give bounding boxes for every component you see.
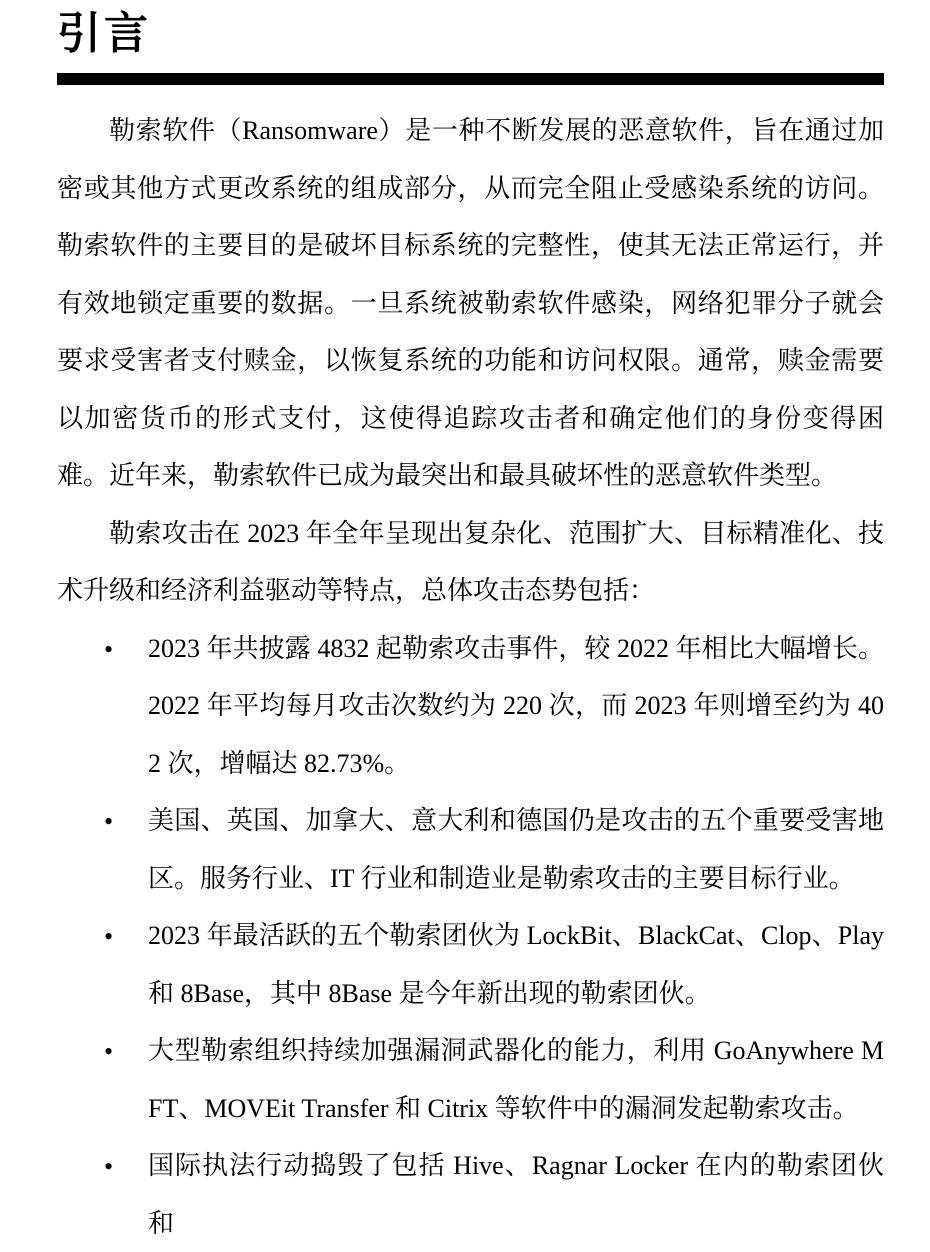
document-body — [57, 102, 884, 1252]
bullet-icon: • — [104, 793, 113, 851]
list-item-text: 美国、英国、加拿大、意大利和德国仍是攻击的五个重要受害地区。服务行业、IT 行业和制造业是勒索攻击的主要目标行业。 — [148, 806, 884, 893]
list-item — [57, 1137, 884, 1252]
bullet-icon: • — [104, 1023, 113, 1081]
list-item — [57, 792, 884, 907]
list-item-text: 国际执法行动捣毁了包括 Hive、Ragnar Locker 在内的勒索团伙和 — [148, 1151, 884, 1238]
page-title: 引言 — [57, 6, 884, 61]
title-rule-divider — [57, 73, 884, 85]
bullet-icon: • — [104, 908, 113, 966]
list-item — [57, 1022, 884, 1137]
bullet-icon: • — [104, 1138, 113, 1196]
bullet-icon: • — [104, 621, 113, 679]
list-item — [57, 907, 884, 1022]
list-item-text: 2023 年共披露 4832 起勒索攻击事件，较 2022 年相比大幅增长。2022 年平均每月攻击次数约为 220 次，而 2023 年则增至约为 402 次，增幅达 82.73%。 — [148, 634, 884, 778]
list-item-text: 2023 年最活跃的五个勒索团伙为 LockBit、BlackCat、Clop、Play 和 8Base，其中 8Base 是今年新出现的勒索团伙。 — [148, 921, 884, 1008]
trend-paragraph: 勒索攻击在 2023 年全年呈现出复杂化、范围扩大、目标精准化、技术升级和经济利益驱动等特点，总体攻击态势包括： — [57, 505, 884, 620]
intro-paragraph: 勒索软件（Ransomware）是一种不断发展的恶意软件，旨在通过加密或其他方式更改系统的组成部分，从而完全阻止受感染系统的访问。勒索软件的主要目的是破坏目标系统的完整性，使其无法正常运行，并有效地锁定重要的数据。一旦系统被勒索软件感染，网络犯罪分子就会要求受害者支付赎金，以恢复系统的功能和访问权限。通常，赎金需要以加密货币的形式支付，这使得追踪攻击者和确定他们的身份变得困难。近年来，勒索软件已成为最突出和最具破坏性的恶意软件类型。 — [57, 102, 884, 505]
list-item-text: 大型勒索组织持续加强漏洞武器化的能力，利用 GoAnywhere MFT、MOVEit Transfer 和 Citrix 等软件中的漏洞发起勒索攻击。 — [148, 1036, 884, 1123]
attack-trend-list — [57, 620, 884, 1252]
list-item — [57, 620, 884, 793]
